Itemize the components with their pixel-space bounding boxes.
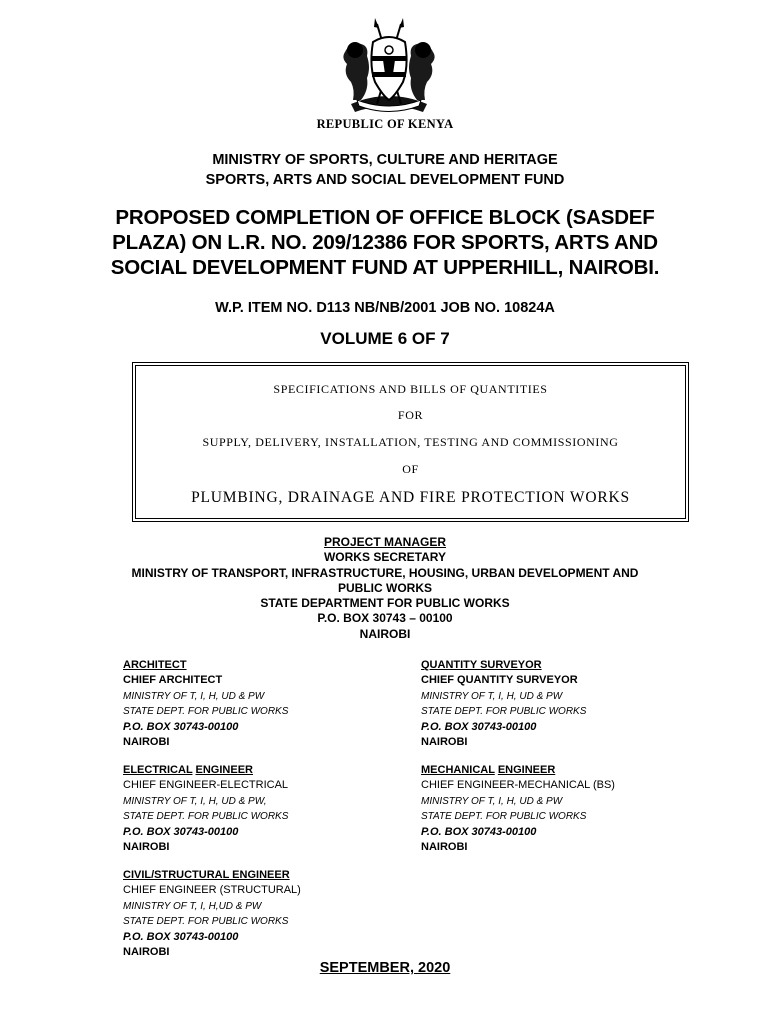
electrical-ministry: MINISTRY OF T, I, H, UD & PW,	[123, 795, 267, 807]
civil-title: CHIEF ENGINEER (STRUCTURAL)	[123, 884, 301, 897]
title-line-3: SOCIAL DEVELOPMENT FUND AT UPPERHILL, NAIROBI.	[110, 256, 660, 279]
civil-city: NAIROBI	[123, 946, 170, 959]
project-manager-block	[0, 535, 770, 642]
republic-heading: REPUBLIC OF KENYA	[316, 117, 454, 131]
spec-line-3: SUPPLY, DELIVERY, INSTALLATION, TESTING AND COMMISSIONING	[202, 435, 619, 449]
architect-box: P.O. BOX 30743-00100	[123, 720, 239, 733]
qs-box: P.O. BOX 30743-00100	[421, 720, 537, 733]
project-title	[0, 205, 770, 280]
electrical-city: NAIROBI	[123, 841, 170, 854]
electrical-title: CHIEF ENGINEER-ELECTRICAL	[123, 779, 289, 792]
kenya-coat-of-arms-icon	[337, 16, 441, 116]
electrical-heading	[123, 763, 288, 778]
architect-ministry: MINISTRY OF T, I, H, UD & PW	[123, 690, 265, 702]
project-manager-ministry-2: PUBLIC WORKS	[338, 580, 432, 595]
title-line-2: PLAZA) ON L.R. NO. 209/12386 FOR SPORTS, ARTS AND	[112, 231, 658, 254]
civil-box: P.O. BOX 30743-00100	[123, 930, 239, 943]
title-line-1: PROPOSED COMPLETION OF OFFICE BLOCK (SASDEF	[115, 206, 655, 229]
quantity-surveyor-block	[421, 658, 586, 750]
electrical-box: P.O. BOX 30743-00100	[123, 825, 239, 838]
qs-city: NAIROBI	[421, 736, 468, 749]
specification-box	[132, 362, 689, 522]
project-manager-role: WORKS SECRETARY	[323, 550, 446, 565]
mechanical-box: P.O. BOX 30743-00100	[421, 825, 537, 838]
mechanical-title: CHIEF ENGINEER-MECHANICAL (BS)	[421, 779, 615, 792]
wp-item-number: W.P. ITEM NO. D113 NB/NB/2001 JOB NO. 10824A	[215, 300, 555, 316]
architect-city: NAIROBI	[123, 736, 170, 749]
project-manager-ministry-1: MINISTRY OF TRANSPORT, INFRASTRUCTURE, HOUSING, URBAN DEVELOPMENT AND	[131, 565, 639, 580]
civil-engineer-block	[123, 868, 301, 960]
qs-dept: STATE DEPT. FOR PUBLIC WORKS	[421, 706, 587, 718]
qs-title: CHIEF QUANTITY SURVEYOR	[421, 674, 578, 687]
qs-heading: QUANTITY SURVEYOR	[421, 659, 542, 671]
architect-title: CHIEF ARCHITECT	[123, 674, 223, 687]
project-manager-department: STATE DEPARTMENT FOR PUBLIC WORKS	[260, 596, 510, 611]
architect-heading: ARCHITECT	[123, 659, 187, 671]
date-text: SEPTEMBER, 2020	[319, 960, 451, 976]
document-date	[0, 960, 770, 976]
mechanical-engineer-block	[421, 763, 615, 855]
mechanical-heading	[421, 763, 615, 778]
civil-dept: STATE DEPT. FOR PUBLIC WORKS	[123, 916, 289, 928]
electrical-heading-a: ELECTRICAL	[123, 764, 193, 776]
spec-line-1: SPECIFICATIONS AND BILLS OF QUANTITIES	[273, 382, 548, 396]
electrical-dept: STATE DEPT. FOR PUBLIC WORKS	[123, 811, 289, 823]
mechanical-city: NAIROBI	[421, 841, 468, 854]
electrical-engineer-block	[123, 763, 288, 855]
ministry-name: MINISTRY OF SPORTS, CULTURE AND HERITAGE	[212, 152, 558, 168]
spec-line-4: OF	[402, 462, 419, 476]
mechanical-ministry: MINISTRY OF T, I, H, UD & PW	[421, 795, 563, 807]
qs-ministry: MINISTRY OF T, I, H, UD & PW	[421, 690, 563, 702]
spec-line-2: FOR	[397, 408, 424, 422]
project-manager-box: P.O. BOX 30743 – 00100	[317, 611, 453, 626]
electrical-heading-b: ENGINEER	[195, 764, 253, 776]
fund-name: SPORTS, ARTS AND SOCIAL DEVELOPMENT FUND	[205, 172, 565, 188]
ministry-heading	[0, 150, 770, 190]
mechanical-dept: STATE DEPT. FOR PUBLIC WORKS	[421, 811, 587, 823]
mechanical-heading-b: ENGINEER	[497, 764, 556, 776]
project-manager-city: NAIROBI	[359, 626, 411, 641]
architect-block	[123, 658, 288, 750]
project-manager-heading: PROJECT MANAGER	[323, 535, 446, 549]
volume-label: VOLUME 6 OF 7	[320, 329, 450, 348]
spec-line-5: PLUMBING, DRAINAGE AND FIRE PROTECTION WORKS	[191, 489, 630, 506]
civil-ministry: MINISTRY OF T, I, H,UD & PW	[123, 900, 262, 912]
mechanical-heading-a: MECHANICAL	[421, 764, 495, 776]
architect-dept: STATE DEPT. FOR PUBLIC WORKS	[123, 706, 289, 718]
civil-heading: CIVIL/STRUCTURAL ENGINEER	[123, 869, 290, 881]
